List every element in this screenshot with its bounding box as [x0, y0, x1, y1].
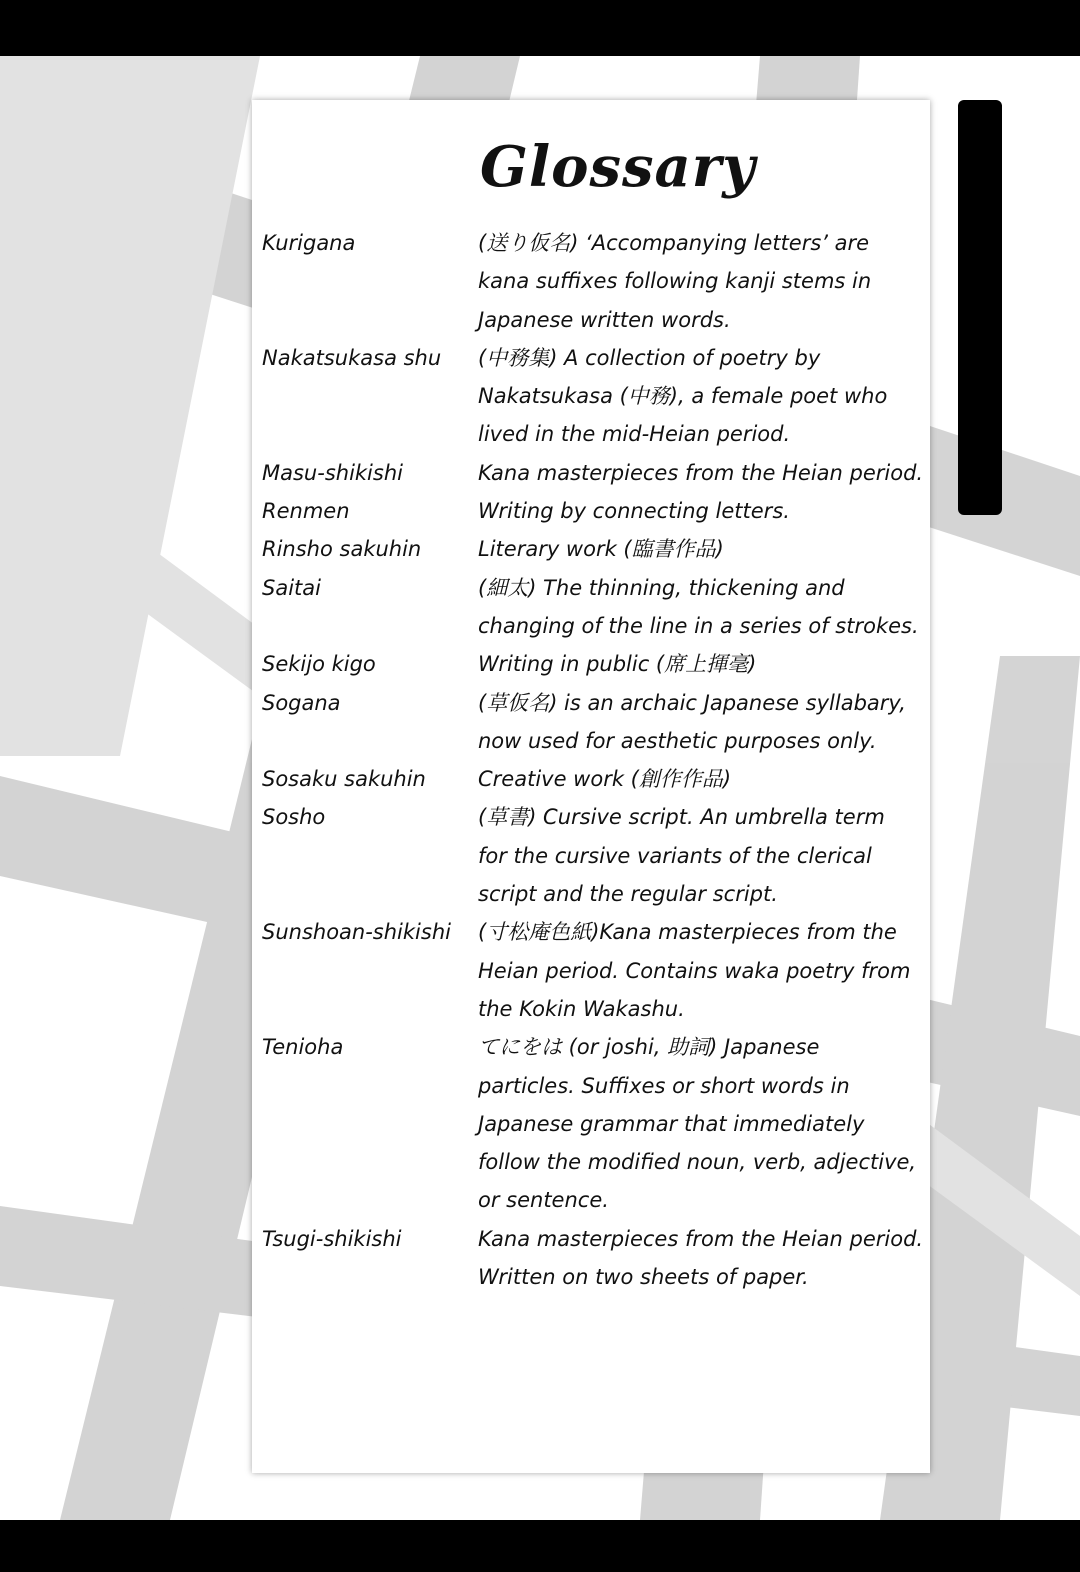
glossary-definition: てにをは (or joshi, 助詞) Japanese particles. Suffixes or short words in Japanese grammar that immediately follow the modified noun, verb, adjective, or sentence. — [478, 1035, 917, 1213]
glossary-definition: Kana masterpieces from the Heian period. Written on two sheets of paper. — [478, 1226, 924, 1290]
glossary-entry — [262, 913, 932, 1028]
glossary-definition: (細太) The thinning, thickening and changing of the line in a series of strokes. — [478, 575, 919, 638]
glossary-term: Rinsho sakuhin — [262, 537, 422, 562]
glossary-entry — [262, 492, 932, 530]
glossary-definition: Literary work (臨書作品) — [478, 537, 724, 562]
glossary-entry — [262, 1028, 932, 1219]
glossary-term: Sosho — [262, 805, 326, 830]
glossary-entry — [262, 760, 932, 798]
glossary-entry — [262, 569, 932, 646]
glossary-definition: (草書) Cursive script. An umbrella term for the cursive variants of the clerical script and the regular script. — [478, 805, 885, 907]
glossary-definition: Kana masterpieces from the Heian period. — [478, 460, 924, 485]
glossary-panel — [252, 100, 930, 1473]
glossary-entry — [262, 339, 932, 454]
glossary-term: Tenioha — [262, 1035, 344, 1060]
glossary-entry — [262, 454, 932, 492]
glossary-definition: (中務集) A collection of poetry by Nakatsukasa (中務), a female poet who lived in the mid-Heian period. — [478, 345, 888, 447]
side-tab-marker — [958, 100, 1002, 515]
glossary-term: Sekijo kigo — [262, 652, 376, 677]
glossary-definition: (草仮名) is an archaic Japanese syllabary, now used for aesthetic purposes only. — [478, 690, 906, 753]
glossary-term: Renmen — [262, 499, 350, 524]
glossary-term: Nakatsukasa shu — [262, 345, 442, 370]
glossary-term: Sosaku sakuhin — [262, 767, 426, 792]
glossary-entry — [262, 224, 932, 339]
glossary-definition: (送り仮名) ‘Accompanying letters’ are kana suffixes following kanji stems in Japanese written words. — [478, 231, 872, 332]
bottom-black-bar — [0, 1520, 1080, 1572]
glossary-definition: (寸松庵色紙)Kana masterpieces from the Heian period. Contains waka poetry from the Kokin Wakashu. — [478, 920, 911, 1021]
glossary-entry — [262, 1220, 932, 1297]
glossary-term: Tsugi-shikishi — [262, 1226, 402, 1251]
glossary-entry — [262, 684, 932, 761]
glossary-term: Masu-shikishi — [262, 460, 403, 485]
glossary-definition: Creative work (創作作品) — [478, 767, 732, 792]
glossary-term: Sunshoan-shikishi — [262, 920, 451, 945]
glossary-entry — [262, 798, 932, 913]
glossary-term: Kurigana — [262, 231, 356, 255]
glossary-term: Sogana — [262, 690, 341, 715]
top-black-bar — [0, 0, 1080, 56]
glossary-entry — [262, 530, 932, 568]
glossary-term: Saitai — [262, 575, 321, 600]
glossary-list — [262, 224, 932, 1296]
glossary-entry — [262, 645, 932, 683]
glossary-definition: Writing in public (席上揮毫) — [478, 652, 757, 677]
glossary-definition: Writing by connecting letters. — [478, 499, 790, 524]
page-title: Glossary — [480, 134, 756, 200]
